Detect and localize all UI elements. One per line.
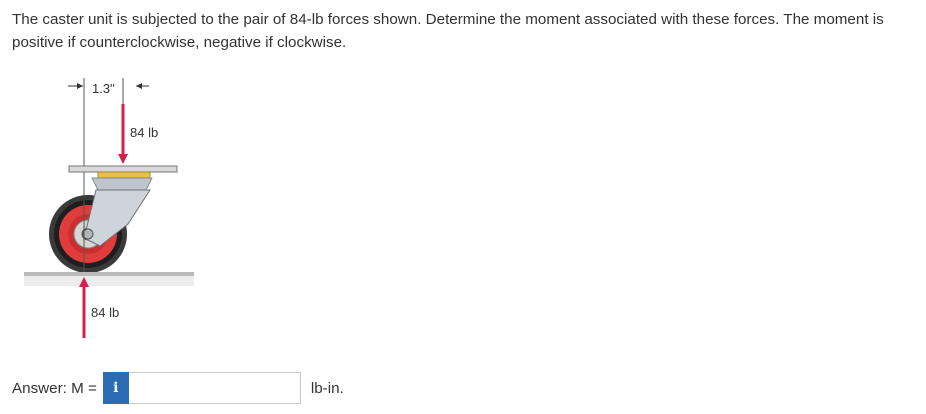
floor-surface [24,272,194,276]
floor-shading [24,276,194,286]
caster-figure [16,74,202,346]
answer-input[interactable] [129,372,301,404]
bottom-force-arrow [79,277,89,338]
info-button[interactable] [103,372,129,404]
top-force-arrow [118,104,128,164]
top-force-label: 84 lb [130,125,159,140]
answer-label: Answer: M = [12,379,97,397]
units-label: lb-in. [310,379,344,397]
answer-row [12,371,344,405]
mounting-plate [69,166,177,172]
info-icon: i [113,380,119,396]
caster-diagram [16,74,202,346]
swivel-bearing [98,172,150,178]
dimension-label: 1.3" [92,81,115,96]
bottom-force-label: 84 lb [91,305,120,320]
question-text: The caster unit is subjected to the pair of 84-lb forces shown. Determine the moment associated with these forces. The moment is positive if counterclockwise, negative if clockwise. [12,11,884,51]
swivel-housing [92,178,152,190]
